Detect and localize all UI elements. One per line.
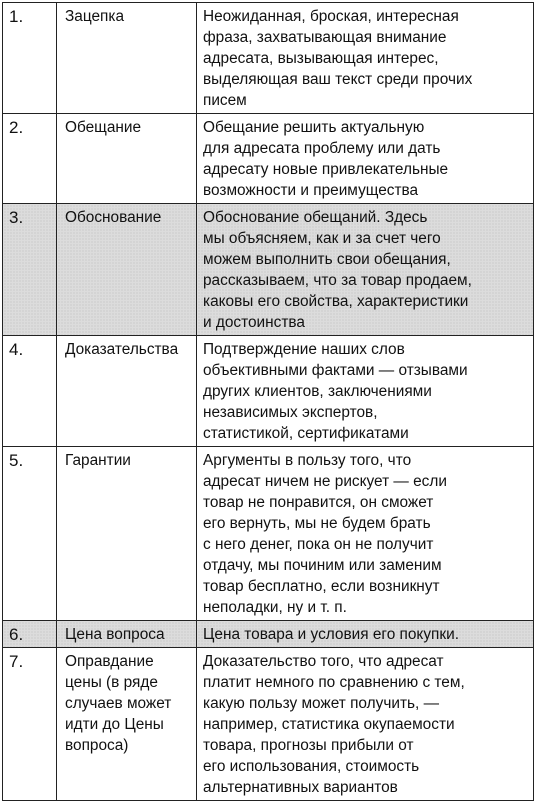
description-line: с него денег, пока он не получит [203, 536, 434, 553]
description-line: для адресата проблему или дать [203, 140, 441, 157]
description-line: выделяющая ваш текст среди прочих [203, 71, 473, 88]
description-line: фраза, захватывающая внимание [203, 29, 447, 46]
row-element-name: Гарантии [57, 447, 197, 621]
row-element-name: Обещание [57, 114, 197, 204]
description-line: товар бесплатно, если возникнут [203, 578, 440, 595]
description-line: какую пользу может получить, — [203, 695, 439, 712]
description-line: каковы его свойства, характеристики [203, 293, 469, 310]
description-line: Доказательство того, что адресат [203, 653, 444, 670]
row-element-name: Обоснование [57, 204, 197, 336]
description-line: платит немного по сравнению с тем, [203, 674, 465, 691]
description-line: адресата, вызывающая интерес, [203, 50, 439, 67]
description-line: возможности и преимущества [203, 182, 419, 199]
description-line: независимых экспертов, [203, 404, 378, 421]
letter-structure-table [2, 2, 534, 801]
description-line: его использования, стоимость [203, 758, 420, 775]
description-line: рассказываем, что за товар продаем, [203, 272, 472, 289]
table-row [3, 3, 534, 114]
table-row [3, 447, 534, 621]
row-description [197, 447, 534, 621]
description-line: можем выполнить свои обещания, [203, 251, 451, 268]
row-element-name: Зацепка [57, 3, 197, 114]
row-description [197, 336, 534, 447]
description-line: альтернативных вариантов [203, 779, 398, 796]
description-line: товар не понравится, он сможет [203, 494, 434, 511]
description-line: Обоснование обещаний. Здесь [203, 209, 428, 226]
row-description [197, 204, 534, 336]
row-number: 6. [3, 621, 57, 648]
description-line: статистикой, сертификатами [203, 425, 409, 442]
row-number: 3. [3, 204, 57, 336]
row-description [197, 114, 534, 204]
row-number: 5. [3, 447, 57, 621]
row-number: 4. [3, 336, 57, 447]
row-number: 7. [3, 648, 57, 801]
description-line: Неожиданная, броская, интересная [203, 8, 459, 25]
row-description [197, 3, 534, 114]
table-body [3, 3, 534, 801]
description-line: Аргументы в пользу того, что [203, 452, 412, 469]
description-line: адресат ничем не рискует — если [203, 473, 447, 490]
row-element-name: Оправдание цены (в ряде случаев может идти до Цены вопроса) [57, 648, 197, 801]
description-line: объективными фактами — отзывами [203, 362, 468, 379]
table-row [3, 336, 534, 447]
description-line: адресату новые привлекательные [203, 161, 449, 178]
description-line: и достоинства [203, 314, 305, 331]
description-line: товара, прогнозы прибыли от [203, 737, 414, 754]
description-line: писем [203, 92, 247, 109]
description-line: например, статистика окупаемости [203, 716, 455, 733]
row-element-name: Доказательства [57, 336, 197, 447]
row-element-name: Цена вопроса [57, 621, 197, 648]
description-line: мы объясняем, как и за счет чего [203, 230, 441, 247]
table-row [3, 204, 534, 336]
description-line: отдачу, мы починим или заменим [203, 557, 442, 574]
description-line: Обещание решить актуальную [203, 119, 425, 136]
row-number: 2. [3, 114, 57, 204]
description-line: неполадки, ну и т. п. [203, 599, 347, 616]
table-row [3, 114, 534, 204]
table-row [3, 621, 534, 648]
row-description [197, 648, 534, 801]
description-line: его вернуть, мы не будем брать [203, 515, 431, 532]
table-row [3, 648, 534, 801]
row-description [197, 621, 534, 648]
row-number: 1. [3, 3, 57, 114]
description-line: Цена товара и условия его покупки. [203, 626, 459, 643]
description-line: Подтверждение наших слов [203, 341, 405, 358]
description-line: других клиентов, заключениями [203, 383, 432, 400]
